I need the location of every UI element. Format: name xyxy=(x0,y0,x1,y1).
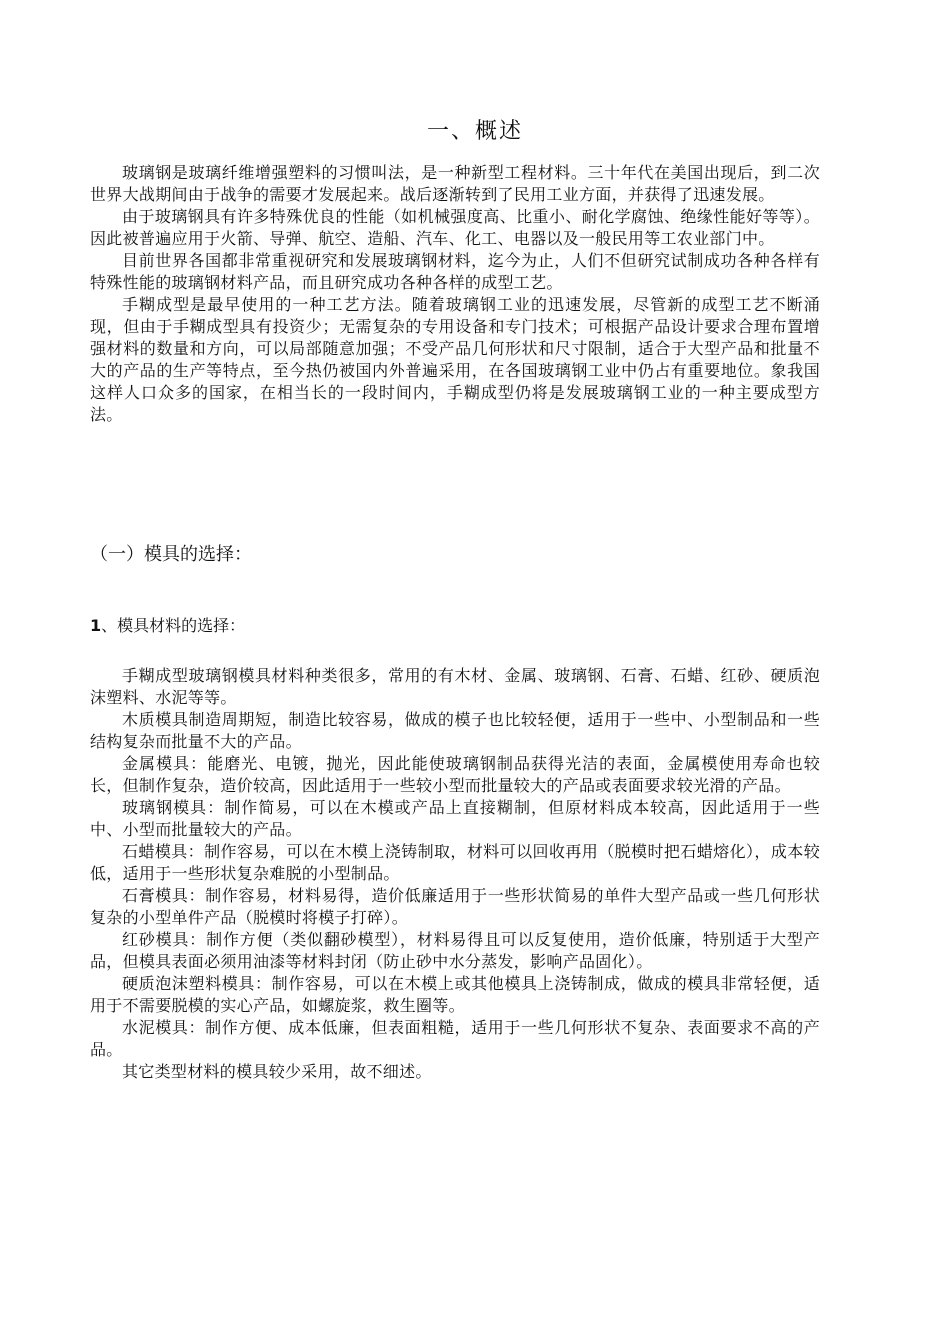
mold-paragraph: 金属模具：能磨光、电镀，抛光，因此能使玻璃钢制品获得光洁的表面，金属模使用寿命也较长，但制作复杂，造价较高，因此适用于一些较小型而批量较大的产品或表面要求较光滑的产品。 xyxy=(90,754,820,795)
subsection-label: 、模具材料的选择： xyxy=(101,616,246,635)
intro-paragraph: 目前世界各国都非常重视研究和发展玻璃钢材料，迄今为止，人们不但研究试制成功各种各样有特殊性能的玻璃钢材料产品，而且研究成功各种各样的成型工艺。 xyxy=(90,251,820,292)
mold-paragraph: 木质模具制造周期短，制造比较容易，做成的模子也比较轻便，适用于一些中、小型制品和一些结构复杂而批量不大的产品。 xyxy=(90,710,820,751)
mold-paragraph: 石蜡模具：制作容易，可以在木模上浇铸制取，材料可以回收再用（脱模时把石蜡熔化），成本较低，适用于一些形状复杂难脱的小型制品。 xyxy=(90,842,820,883)
subsection-heading-mold-material xyxy=(90,614,245,638)
mold-paragraph: 水泥模具：制作方便、成本低廉，但表面粗糙，适用于一些几何形状不复杂、表面要求不高的产品。 xyxy=(90,1018,820,1059)
page-title: 一、概述 xyxy=(426,119,523,144)
mold-materials-section xyxy=(90,665,820,1083)
mold-paragraph: 红砂模具：制作方便（类似翻砂模型），材料易得且可以反复使用，造价低廉，特别适于大型产品，但模具表面必须用油漆等材料封闭（防止砂中水分蒸发，影响产品固化）。 xyxy=(90,930,820,971)
section-heading-mold-selection: （一）模具的选择： xyxy=(90,544,252,565)
mold-paragraph: 硬质泡沫塑料模具：制作容易，可以在木模上或其他模具上浇铸制成，做成的模具非常轻便，适用于不需要脱模的实心产品，如螺旋浆，救生圈等。 xyxy=(90,974,820,1015)
mold-paragraph: 石膏模具：制作容易，材料易得，造价低廉适用于一些形状简易的单件大型产品或一些几何形状复杂的小型单件产品（脱模时将模子打碎）。 xyxy=(90,886,820,927)
intro-section xyxy=(90,162,820,426)
subsection-number: 1 xyxy=(90,616,102,635)
mold-paragraph: 玻璃钢模具：制作简易，可以在木模或产品上直接糊制，但原材料成本较高，因此适用于一些中、小型而批量较大的产品。 xyxy=(90,798,820,839)
mold-paragraph: 其它类型材料的模具较少采用，故不细述。 xyxy=(122,1062,432,1081)
intro-paragraph: 手糊成型是最早使用的一种工艺方法。随着玻璃钢工业的迅速发展，尽管新的成型工艺不断涌现，但由于手糊成型具有投资少；无需复杂的专用设备和专门技术；可根据产品设计要求合理布置增强材料的数量和方向，可以局部随意加强；不受产品几何形状和尺寸限制，适合于大型产品和批量不大的产品的生产等特点，至今热仍被国内外普遍采用，在各国玻璃钢工业中仍占有重要地位。象我国这样人口众多的国家，在相当长的一段时间内，手糊成型仍将是发展玻璃钢工业的一种主要成型方法。 xyxy=(90,295,820,424)
intro-paragraph: 玻璃钢是玻璃纤维增强塑料的习惯叫法，是一种新型工程材料。三十年代在美国出现后，到二次世界大战期间由于战争的需要才发展起来。战后逐渐转到了民用工业方面，并获得了迅速发展。 xyxy=(90,163,820,204)
mold-paragraph: 手糊成型玻璃钢模具材料种类很多，常用的有木材、金属、玻璃钢、石膏、石蜡、红砂、硬质泡沫塑料、水泥等等。 xyxy=(90,666,820,707)
intro-paragraph: 由于玻璃钢具有许多特殊优良的性能（如机械强度高、比重小、耐化学腐蚀、绝缘性能好等等）。因此被普遍应用于火箭、导弹、航空、造船、汽车、化工、电器以及一般民用等工农业部门中。 xyxy=(90,207,820,248)
